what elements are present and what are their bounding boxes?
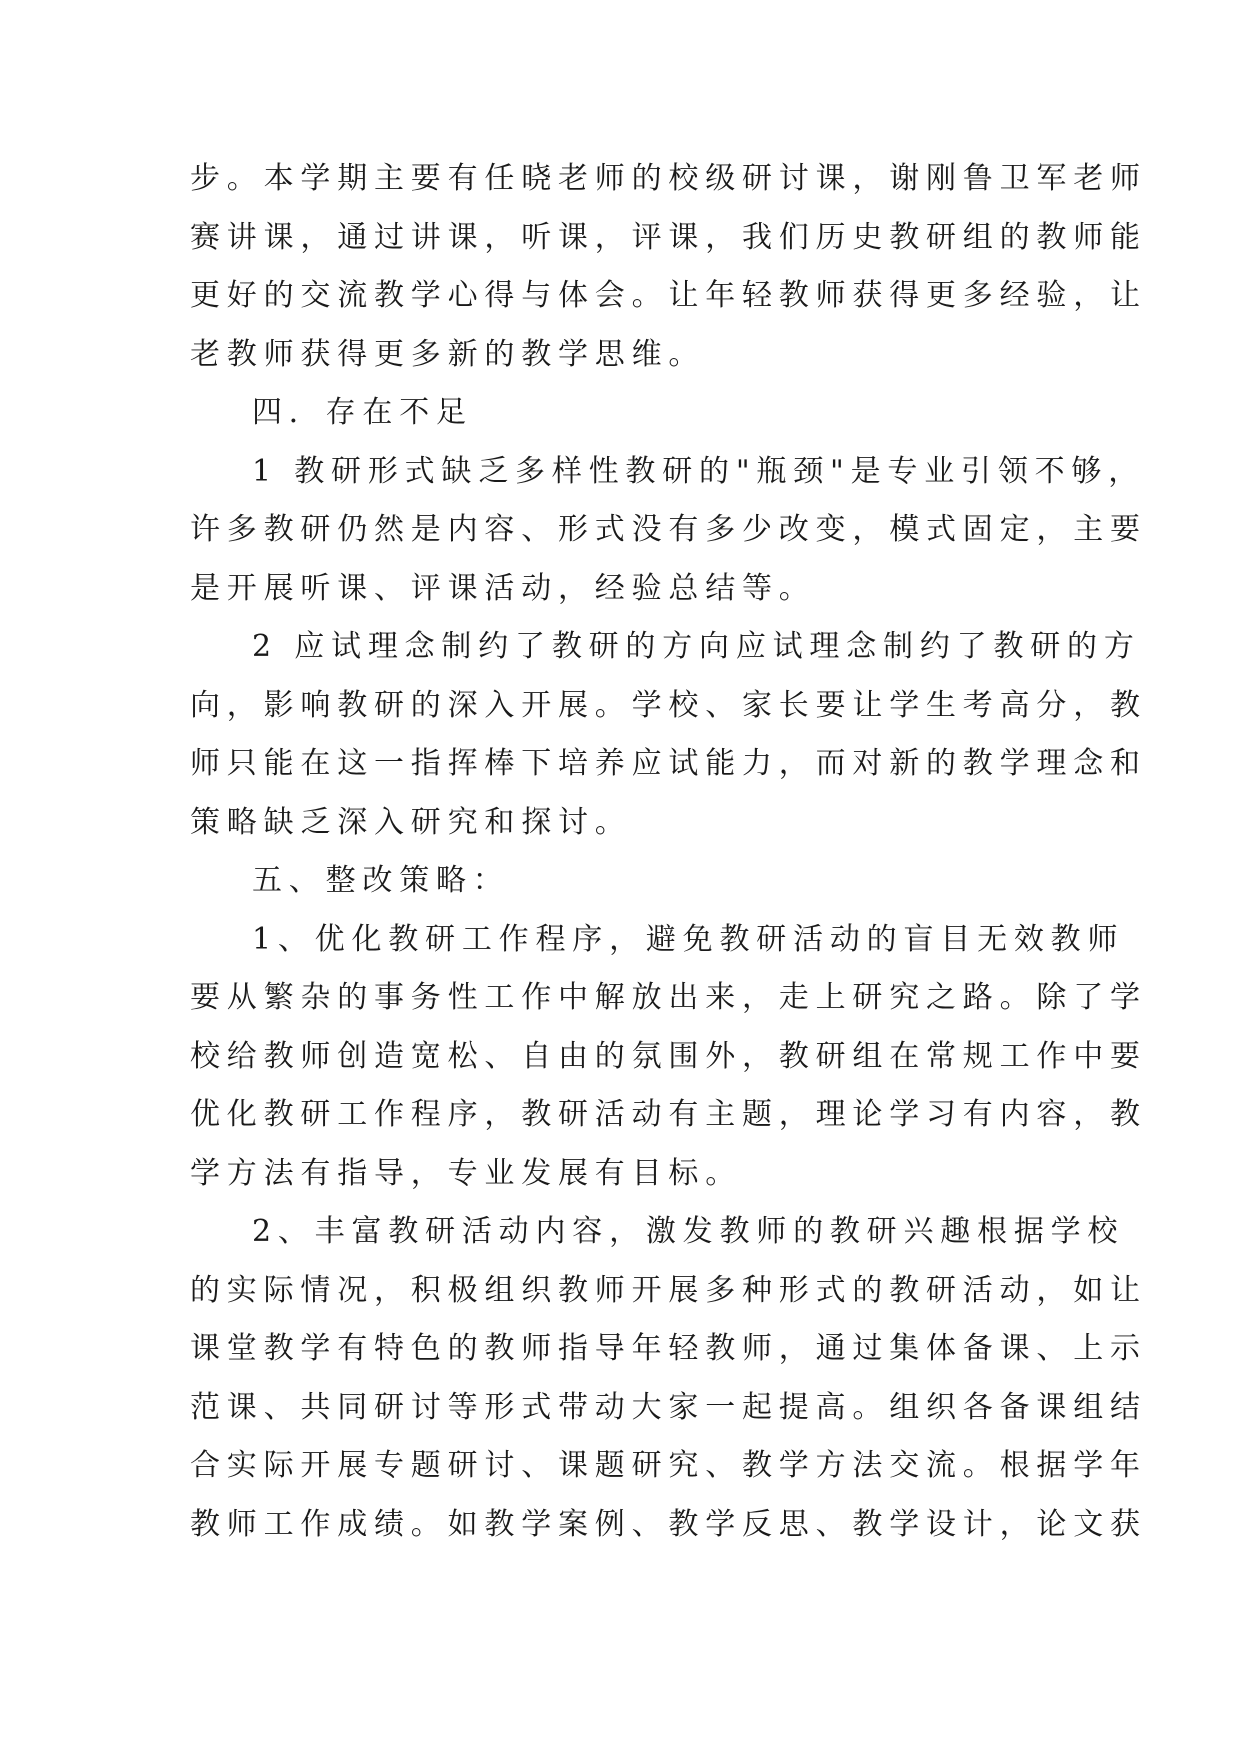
paragraph-line: 2 应试理念制约了教研的方向应试理念制约了教研的方 (252, 629, 1141, 664)
paragraph-line: 学方法有指导，专业发展有目标。 (190, 1155, 742, 1191)
paragraph-line: 1 教研形式缺乏多样性教研的"瓶颈"是专业引领不够， (252, 453, 1146, 489)
paragraph-line: 的实际情况，积极组织教师开展多种形式的教研活动，如让 (190, 1272, 1147, 1308)
paragraph-line: 老教师获得更多新的教学思维。 (190, 336, 706, 372)
paragraph-line: 1、优化教研工作程序，避免教研活动的盲目无效教师 (252, 921, 1125, 957)
section-heading: 五、整改策略： (252, 863, 510, 898)
section-heading: 四．存在不足 (252, 395, 473, 430)
paragraph-line: 师只能在这一指挥棒下培养应试能力，而对新的教学理念和 (190, 746, 1147, 781)
paragraph-line: 更好的交流教学心得与体会。让年轻教师获得更多经验，让 (190, 278, 1147, 313)
paragraph-line: 许多教研仍然是内容、形式没有多少改变，模式固定，主要 (190, 512, 1147, 547)
paragraph-line: 步。本学期主要有任晓老师的校级研讨课，谢刚鲁卫军老师 (190, 161, 1147, 196)
paragraph-line: 合实际开展专题研讨、课题研究、教学方法交流。根据学年 (190, 1448, 1147, 1483)
paragraph-line: 策略缺乏深入研究和探讨。 (190, 804, 632, 840)
paragraph-line: 向，影响教研的深入开展。学校、家长要让学生考高分，教 (190, 687, 1147, 723)
paragraph-line: 课堂教学有特色的教师指导年轻教师，通过集体备课、上示 (190, 1331, 1147, 1366)
paragraph-line: 要从繁杂的事务性工作中解放出来，走上研究之路。除了学 (190, 980, 1147, 1015)
paragraph-line: 范课、共同研讨等形式带动大家一起提高。组织各备课组结 (190, 1389, 1147, 1425)
paragraph-line: 是开展听课、评课活动，经验总结等。 (190, 570, 816, 606)
paragraph-line: 校给教师创造宽松、自由的氛围外，教研组在常规工作中要 (190, 1038, 1147, 1074)
paragraph-line: 2、丰富教研活动内容，激发教师的教研兴趣根据学校 (252, 1214, 1125, 1249)
paragraph-line: 赛讲课，通过讲课，听课，评课，我们历史教研组的教师能 (190, 219, 1147, 255)
paragraph-line: 优化教研工作程序，教研活动有主题，理论学习有内容，教 (190, 1097, 1147, 1132)
paragraph-line: 教师工作成绩。如教学案例、教学反思、教学设计，论文获 (190, 1506, 1147, 1542)
document-page (190, 150, 1147, 1554)
